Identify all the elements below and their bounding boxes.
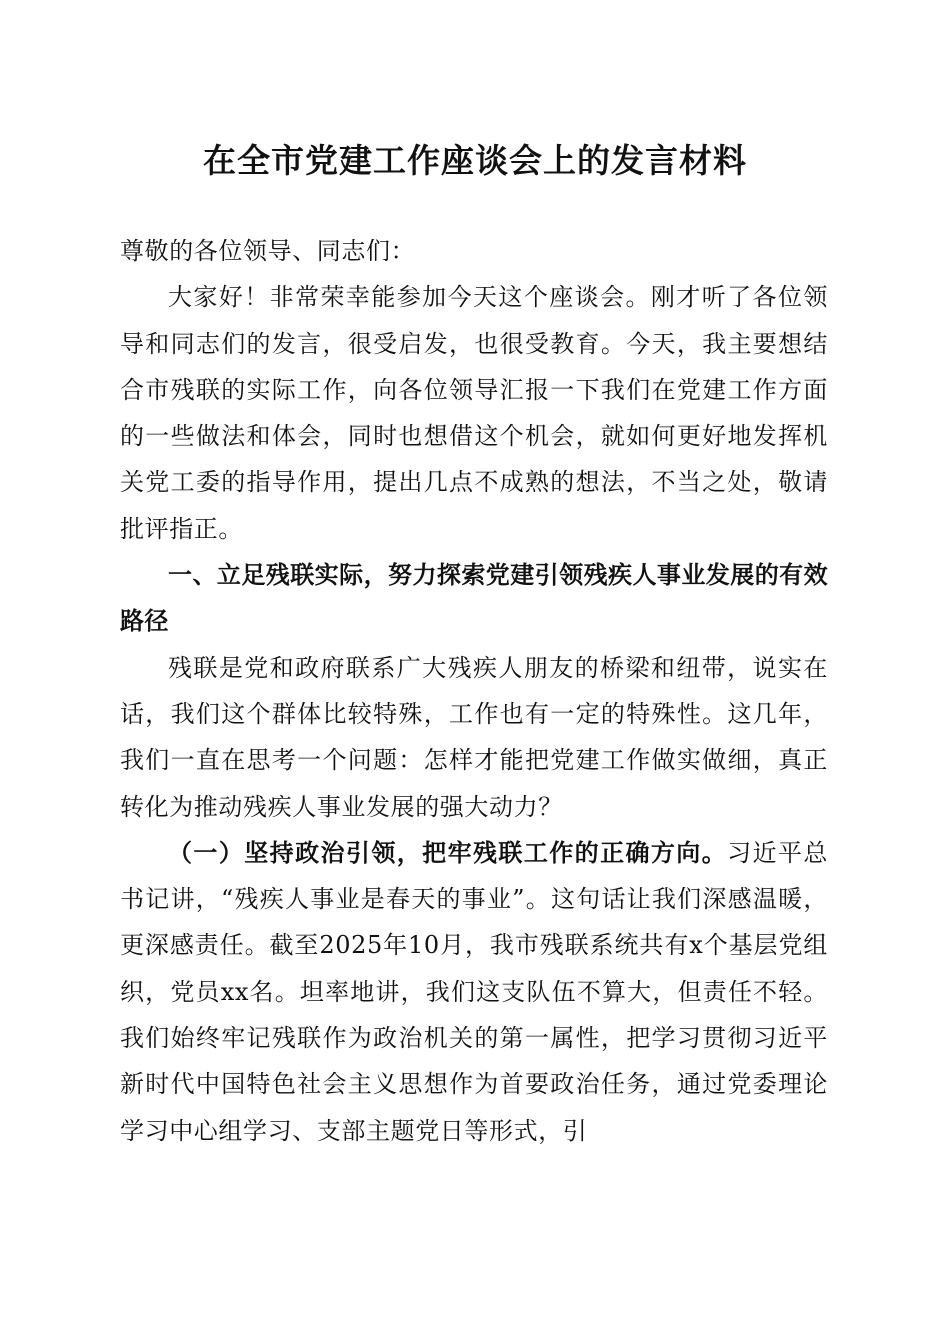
subsection-1-paragraph [120, 830, 828, 1154]
section-1-intro-paragraph: 残联是党和政府联系广大残疾人朋友的桥梁和纽带，说实在话，我们这个群体比较特殊，工作也有一定的特殊性。这几年，我们一直在思考一个问题：怎样才能把党建工作做实做细，真正转化为推动残疾人事业发展的强大动力？ [120, 653, 828, 821]
document-body [120, 228, 828, 1154]
salutation: 尊敬的各位领导、同志们： [120, 237, 416, 265]
section-1-heading: 一、立足残联实际，努力探索党建引领残疾人事业发展的有效路径 [120, 561, 828, 636]
opening-paragraph: 大家好！非常荣幸能参加今天这个座谈会。刚才听了各位领导和同志们的发言，很受启发，也很受教育。今天，我主要想结合市残联的实际工作，向各位领导汇报一下我们在党建工作方面的一些做法和体会，同时也想借这个机会，就如何更好地发挥机关党工委的指导作用，提出几点不成熟的想法，不当之处，敬请批评指正。 [120, 283, 828, 543]
subsection-1-text: 习近平总书记讲，“残疾人事业是春天的事业”。这句话让我们深感温暖，更深感责任。截至2025年10月，我市残联系统共有x个基层党组织，党员xx名。坦率地讲，我们这支队伍不算大，但责任不轻。我们始终牢记残联作为政治机关的第一属性，把学习贯彻习近平新时代中国特色社会主义思想作为首要政治任务，通过党委理论学习中心组学习、支部主题党日等形式，引 [120, 838, 829, 1145]
document-title: 在全市党建工作座谈会上的发言材料 [203, 141, 747, 180]
subsection-1-heading: （一）坚持政治引领，把牢残联工作的正确方向。 [168, 837, 728, 867]
